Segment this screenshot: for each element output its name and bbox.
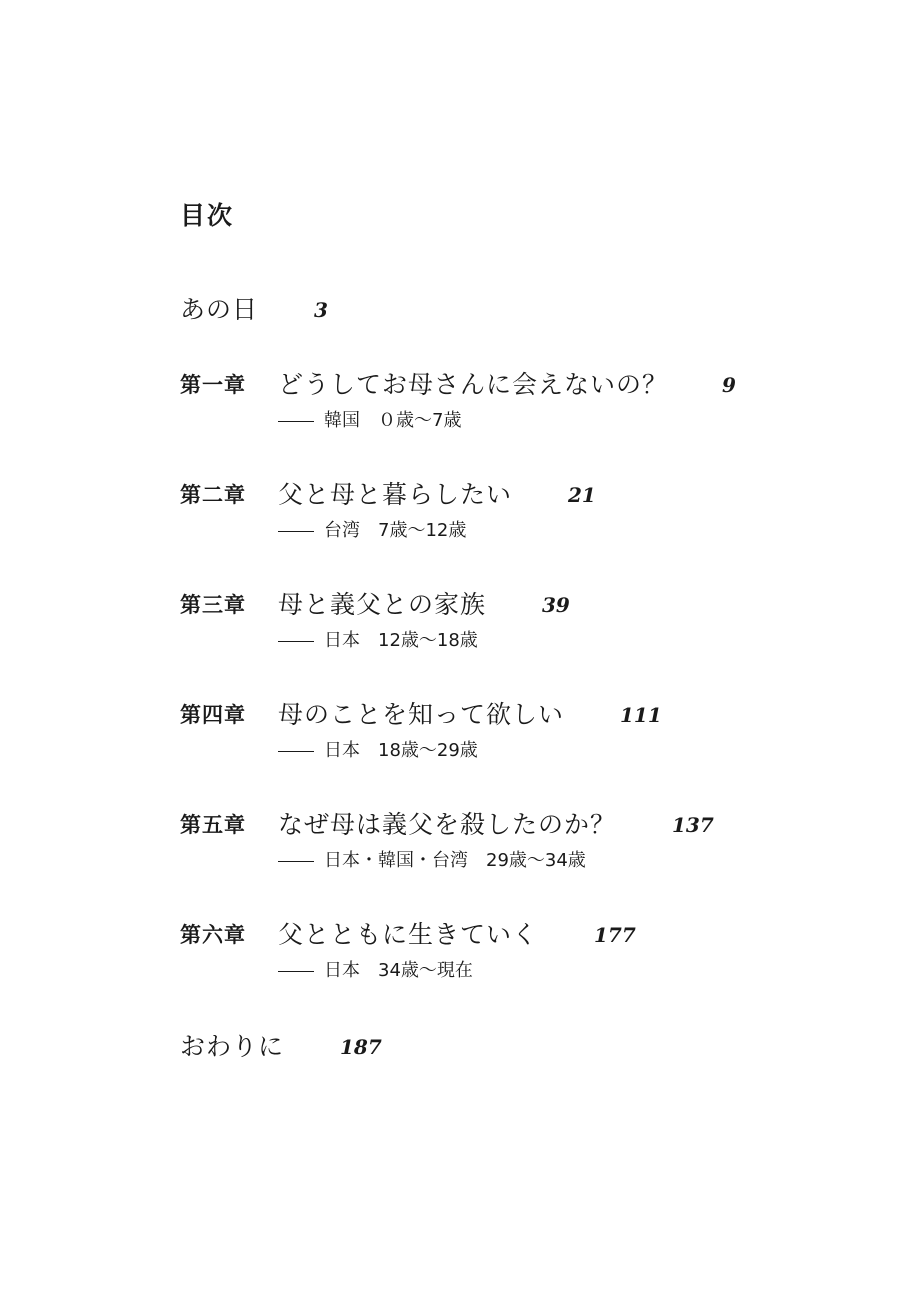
chapter-subtitle: [278, 406, 736, 436]
em-dash: [278, 751, 314, 752]
em-dash: [278, 641, 314, 642]
toc-entry-chapter-6[interactable]: [180, 917, 636, 986]
em-dash: [278, 531, 314, 532]
chapter-subtitle: [278, 736, 662, 766]
entry-title: なぜ母は義父を殺したのか？: [278, 810, 617, 839]
em-dash: [278, 861, 314, 862]
chapter-label: 第五章: [180, 813, 246, 837]
page-number: 39: [542, 593, 570, 617]
subtitle-text: 韓国 ０歳〜7歳: [324, 410, 462, 431]
entry-title: あの日: [180, 295, 259, 324]
entry-title: どうしてお母さんに会えないの？: [278, 370, 669, 399]
page-number: 187: [340, 1035, 382, 1059]
subtitle-text: 日本 34歳〜現在: [324, 960, 473, 981]
toc-entry-chapter-5[interactable]: [180, 807, 714, 876]
chapter-subtitle: [278, 626, 570, 656]
chapter-subtitle: [278, 516, 596, 546]
em-dash: [278, 971, 314, 972]
chapter-subtitle: [278, 956, 636, 986]
chapter-label: 第六章: [180, 923, 246, 947]
page-number: 3: [314, 298, 328, 322]
toc-heading: 目次: [180, 201, 235, 230]
entry-title: 母のことを知って欲しい: [278, 700, 565, 729]
subtitle-text: 日本・韓国・台湾 29歳〜34歳: [324, 850, 586, 871]
subtitle-text: 日本 12歳〜18歳: [324, 630, 478, 651]
toc-entry-epilogue[interactable]: [180, 1029, 382, 1065]
entry-title: 母と義父との家族: [278, 590, 487, 619]
toc-entry-chapter-4[interactable]: [180, 697, 662, 766]
entry-title: おわりに: [180, 1032, 285, 1061]
page-number: 177: [594, 923, 636, 947]
toc-entry-chapter-1[interactable]: [180, 367, 736, 436]
toc-entry-chapter-2[interactable]: [180, 477, 596, 546]
page-number: 111: [620, 703, 662, 727]
entry-title: 父とともに生きていく: [278, 920, 539, 949]
toc-entry-chapter-3[interactable]: [180, 587, 570, 656]
chapter-subtitle: [278, 846, 714, 876]
page-number: 137: [672, 813, 714, 837]
page-number: 21: [568, 483, 596, 507]
toc-entry-prologue[interactable]: [180, 292, 328, 328]
subtitle-text: 台湾 7歳〜12歳: [324, 520, 467, 541]
subtitle-text: 日本 18歳〜29歳: [324, 740, 478, 761]
chapter-label: 第一章: [180, 373, 246, 397]
entry-title: 父と母と暮らしたい: [278, 480, 513, 509]
chapter-label: 第三章: [180, 593, 246, 617]
page-number: 9: [722, 373, 736, 397]
em-dash: [278, 421, 314, 422]
chapter-label: 第二章: [180, 483, 246, 507]
chapter-label: 第四章: [180, 703, 246, 727]
